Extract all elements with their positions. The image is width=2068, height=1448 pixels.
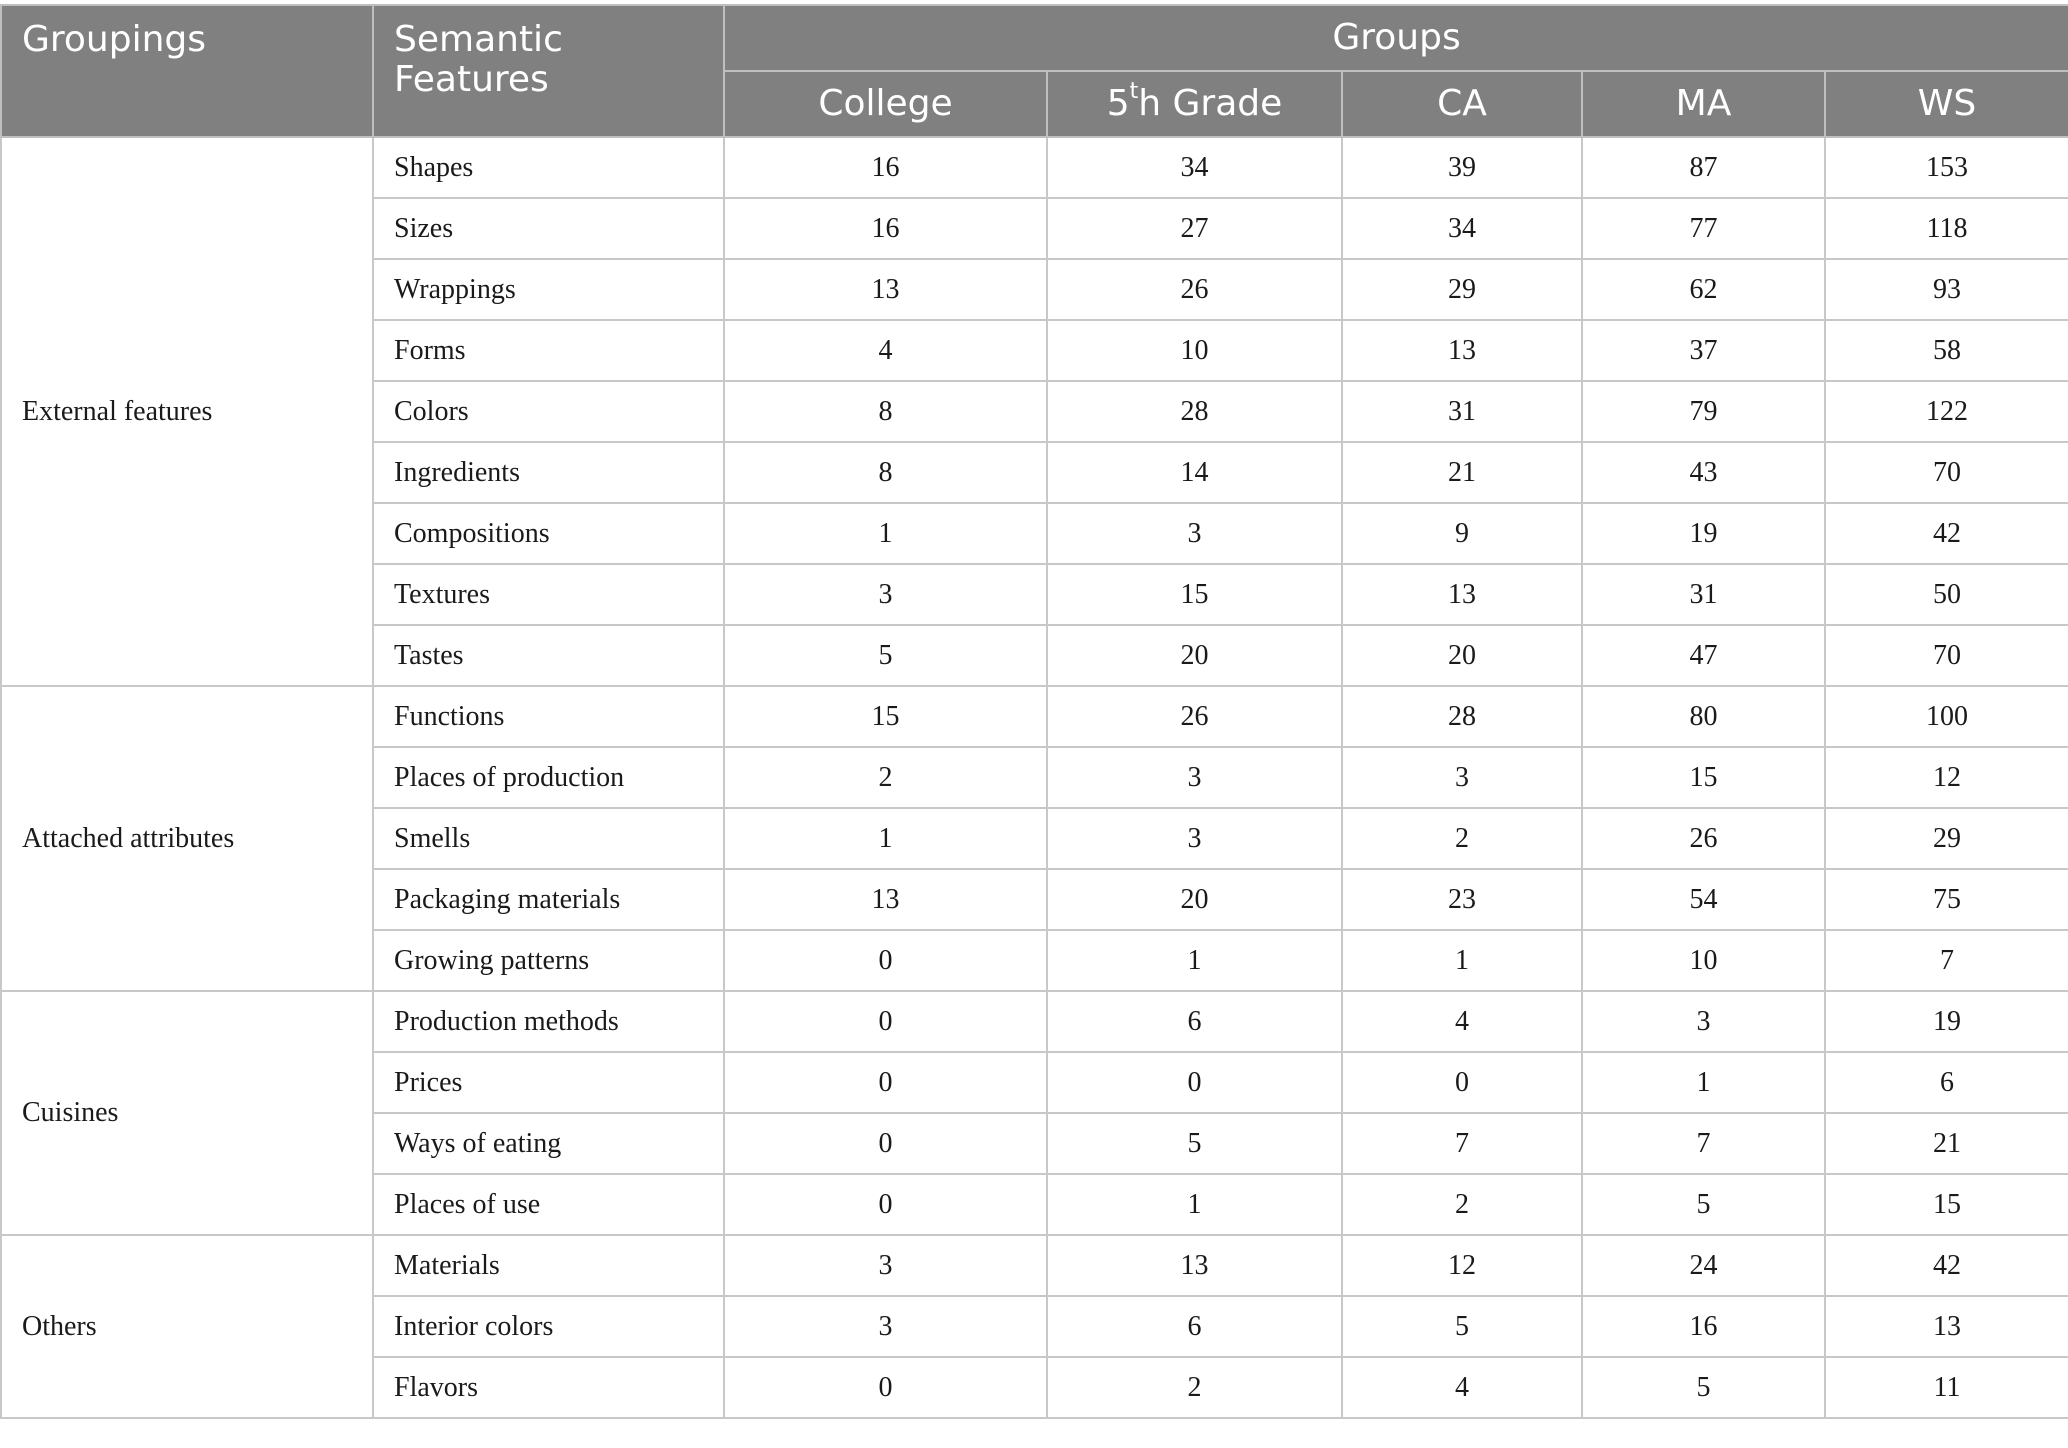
value-cell: 13 (724, 869, 1047, 930)
value-cell: 21 (1342, 442, 1582, 503)
value-cell: 13 (724, 259, 1047, 320)
header-groupings: Groupings (1, 5, 373, 137)
feature-cell: Sizes (373, 198, 724, 259)
value-cell: 7 (1825, 930, 2068, 991)
feature-cell: Ways of eating (373, 1113, 724, 1174)
value-cell: 0 (724, 1052, 1047, 1113)
value-cell: 2 (1342, 808, 1582, 869)
header-col-ma: MA (1582, 71, 1825, 137)
value-cell: 10 (1047, 320, 1342, 381)
semantic-features-table (0, 4, 2068, 1419)
value-cell: 8 (724, 381, 1047, 442)
header-col-ws: WS (1825, 71, 2068, 137)
value-cell: 1 (1047, 1174, 1342, 1235)
value-cell: 37 (1582, 320, 1825, 381)
value-cell: 118 (1825, 198, 2068, 259)
value-cell: 16 (1582, 1296, 1825, 1357)
value-cell: 2 (1342, 1174, 1582, 1235)
value-cell: 1 (1582, 1052, 1825, 1113)
value-cell: 0 (1047, 1052, 1342, 1113)
feature-cell: Colors (373, 381, 724, 442)
grouping-cell: External features (1, 137, 373, 686)
feature-cell: Shapes (373, 137, 724, 198)
value-cell: 3 (724, 564, 1047, 625)
value-cell: 29 (1342, 259, 1582, 320)
header-col-college: College (724, 71, 1047, 137)
feature-cell: Ingredients (373, 442, 724, 503)
table-container (0, 4, 2068, 1419)
value-cell: 0 (724, 991, 1047, 1052)
value-cell: 15 (1825, 1174, 2068, 1235)
grouping-cell: Attached attributes (1, 686, 373, 991)
grouping-cell: Cuisines (1, 991, 373, 1235)
feature-cell: Wrappings (373, 259, 724, 320)
value-cell: 20 (1047, 625, 1342, 686)
value-cell: 3 (724, 1296, 1047, 1357)
value-cell: 13 (1825, 1296, 2068, 1357)
value-cell: 23 (1342, 869, 1582, 930)
feature-cell: Functions (373, 686, 724, 747)
value-cell: 14 (1047, 442, 1342, 503)
value-cell: 3 (1047, 503, 1342, 564)
value-cell: 3 (724, 1235, 1047, 1296)
value-cell: 100 (1825, 686, 2068, 747)
feature-cell: Textures (373, 564, 724, 625)
value-cell: 29 (1825, 808, 2068, 869)
value-cell: 0 (1342, 1052, 1582, 1113)
value-cell: 47 (1582, 625, 1825, 686)
value-cell: 62 (1582, 259, 1825, 320)
value-cell: 93 (1825, 259, 2068, 320)
value-cell: 6 (1825, 1052, 2068, 1113)
table-header (1, 5, 2068, 137)
value-cell: 9 (1342, 503, 1582, 564)
value-cell: 6 (1047, 991, 1342, 1052)
value-cell: 58 (1825, 320, 2068, 381)
value-cell: 26 (1047, 686, 1342, 747)
value-cell: 15 (1582, 747, 1825, 808)
header-col-5th-grade-sup: t (1129, 79, 1139, 104)
value-cell: 43 (1582, 442, 1825, 503)
value-cell: 80 (1582, 686, 1825, 747)
value-cell: 20 (1342, 625, 1582, 686)
feature-cell: Places of production (373, 747, 724, 808)
value-cell: 39 (1342, 137, 1582, 198)
header-col-5th-grade (1047, 71, 1342, 137)
value-cell: 3 (1047, 808, 1342, 869)
value-cell: 5 (1582, 1174, 1825, 1235)
table-row (1, 991, 2068, 1052)
feature-cell: Tastes (373, 625, 724, 686)
value-cell: 70 (1825, 442, 2068, 503)
grouping-cell: Others (1, 1235, 373, 1418)
value-cell: 34 (1342, 198, 1582, 259)
value-cell: 19 (1825, 991, 2068, 1052)
value-cell: 153 (1825, 137, 2068, 198)
feature-cell: Places of use (373, 1174, 724, 1235)
value-cell: 15 (724, 686, 1047, 747)
value-cell: 3 (1342, 747, 1582, 808)
value-cell: 4 (724, 320, 1047, 381)
value-cell: 2 (1047, 1357, 1342, 1418)
value-cell: 31 (1342, 381, 1582, 442)
value-cell: 13 (1342, 564, 1582, 625)
value-cell: 26 (1582, 808, 1825, 869)
value-cell: 5 (1047, 1113, 1342, 1174)
feature-cell: Production methods (373, 991, 724, 1052)
value-cell: 7 (1342, 1113, 1582, 1174)
value-cell: 0 (724, 1174, 1047, 1235)
value-cell: 75 (1825, 869, 2068, 930)
value-cell: 28 (1047, 381, 1342, 442)
value-cell: 1 (724, 808, 1047, 869)
feature-cell: Forms (373, 320, 724, 381)
header-col-ca: CA (1342, 71, 1582, 137)
value-cell: 1 (1047, 930, 1342, 991)
value-cell: 8 (724, 442, 1047, 503)
value-cell: 3 (1582, 991, 1825, 1052)
feature-cell: Materials (373, 1235, 724, 1296)
value-cell: 26 (1047, 259, 1342, 320)
header-col-5th-grade-post: h Grade (1138, 83, 1283, 124)
value-cell: 0 (724, 930, 1047, 991)
table-row (1, 137, 2068, 198)
table-body (1, 137, 2068, 1418)
value-cell: 1 (724, 503, 1047, 564)
table-row (1, 1235, 2068, 1296)
feature-cell: Interior colors (373, 1296, 724, 1357)
value-cell: 77 (1582, 198, 1825, 259)
header-groups: Groups (724, 5, 2068, 71)
feature-cell: Flavors (373, 1357, 724, 1418)
value-cell: 3 (1047, 747, 1342, 808)
value-cell: 34 (1047, 137, 1342, 198)
value-cell: 5 (724, 625, 1047, 686)
value-cell: 0 (724, 1357, 1047, 1418)
value-cell: 1 (1342, 930, 1582, 991)
value-cell: 27 (1047, 198, 1342, 259)
feature-cell: Compositions (373, 503, 724, 564)
value-cell: 13 (1342, 320, 1582, 381)
value-cell: 4 (1342, 1357, 1582, 1418)
value-cell: 11 (1825, 1357, 2068, 1418)
value-cell: 21 (1825, 1113, 2068, 1174)
value-cell: 2 (724, 747, 1047, 808)
feature-cell: Growing patterns (373, 930, 724, 991)
value-cell: 5 (1342, 1296, 1582, 1357)
value-cell: 28 (1342, 686, 1582, 747)
feature-cell: Smells (373, 808, 724, 869)
value-cell: 13 (1047, 1235, 1342, 1296)
feature-cell: Packaging materials (373, 869, 724, 930)
value-cell: 24 (1582, 1235, 1825, 1296)
value-cell: 6 (1047, 1296, 1342, 1357)
header-col-5th-grade-pre: 5 (1106, 83, 1130, 124)
table-row (1, 686, 2068, 747)
value-cell: 70 (1825, 625, 2068, 686)
value-cell: 20 (1047, 869, 1342, 930)
value-cell: 16 (724, 198, 1047, 259)
value-cell: 79 (1582, 381, 1825, 442)
value-cell: 31 (1582, 564, 1825, 625)
value-cell: 50 (1825, 564, 2068, 625)
header-semantic-features: Semantic Features (373, 5, 724, 137)
value-cell: 16 (724, 137, 1047, 198)
value-cell: 87 (1582, 137, 1825, 198)
value-cell: 7 (1582, 1113, 1825, 1174)
value-cell: 122 (1825, 381, 2068, 442)
value-cell: 42 (1825, 1235, 2068, 1296)
value-cell: 42 (1825, 503, 2068, 564)
value-cell: 0 (724, 1113, 1047, 1174)
value-cell: 4 (1342, 991, 1582, 1052)
value-cell: 12 (1825, 747, 2068, 808)
value-cell: 15 (1047, 564, 1342, 625)
value-cell: 10 (1582, 930, 1825, 991)
value-cell: 19 (1582, 503, 1825, 564)
value-cell: 54 (1582, 869, 1825, 930)
value-cell: 5 (1582, 1357, 1825, 1418)
feature-cell: Prices (373, 1052, 724, 1113)
value-cell: 12 (1342, 1235, 1582, 1296)
